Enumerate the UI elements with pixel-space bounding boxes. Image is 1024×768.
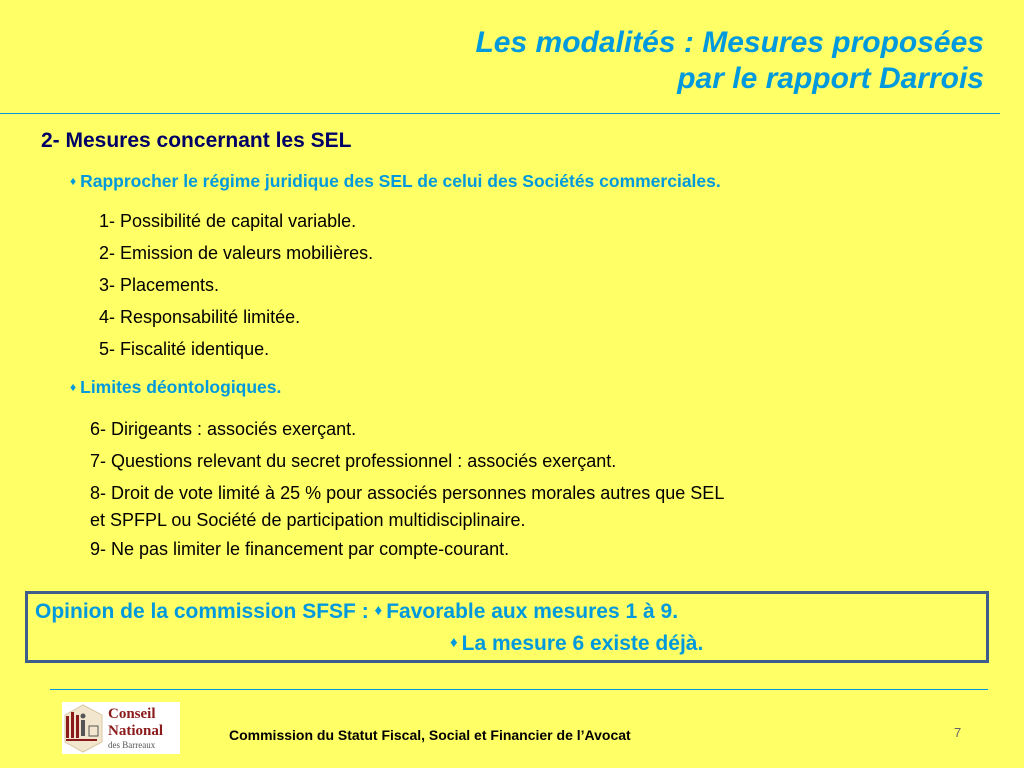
logo-mark-icon bbox=[62, 702, 180, 754]
group1-heading-text: Rapprocher le régime juridique des SEL de celui des Sociétés commerciales. bbox=[80, 171, 721, 191]
opinion-line-1 bbox=[35, 600, 678, 624]
opinion-line-2 bbox=[450, 632, 703, 656]
diamond-bullet-icon: ♦ bbox=[450, 634, 458, 651]
list-item: 8- Droit de vote limité à 25 % pour associés personnes morales autres que SEL bbox=[90, 483, 725, 503]
opinion-point-1: Favorable aux mesures 1 à 9. bbox=[386, 600, 679, 623]
list-item: 3- Placements. bbox=[99, 275, 220, 295]
page-number: 7 bbox=[954, 725, 962, 740]
section-heading: 2- Mesures concernant les SEL bbox=[41, 129, 352, 152]
list-item: 5- Fiscalité identique. bbox=[99, 339, 270, 359]
opinion-label: Opinion de la commission SFSF : bbox=[35, 600, 369, 623]
slide-title-line1: Les modalités : Mesures proposées bbox=[475, 26, 984, 59]
diamond-bullet-icon: ♦ bbox=[70, 174, 77, 188]
diamond-bullet-icon: ♦ bbox=[70, 380, 77, 394]
list-item-continuation: et SPFPL ou Société de participation multidisciplinaire. bbox=[90, 510, 526, 530]
list-item: 6- Dirigeants : associés exerçant. bbox=[90, 419, 357, 439]
list-item: 2- Emission de valeurs mobilières. bbox=[99, 243, 374, 263]
group2-heading bbox=[70, 377, 281, 398]
conseil-national-logo bbox=[62, 702, 180, 754]
list-item: 7- Questions relevant du secret professionnel : associés exerçant. bbox=[90, 451, 617, 471]
svg-text:National: National bbox=[108, 723, 164, 739]
list-item: 4- Responsabilité limitée. bbox=[99, 307, 301, 327]
slide-title-line2: par le rapport Darrois bbox=[677, 62, 984, 95]
top-divider bbox=[0, 113, 1000, 114]
group1-heading bbox=[70, 171, 721, 192]
group2-heading-text: Limites déontologiques. bbox=[80, 377, 282, 397]
slide-title bbox=[475, 25, 984, 97]
list-item: 1- Possibilité de capital variable. bbox=[99, 211, 357, 231]
svg-text:des Barreaux: des Barreaux bbox=[108, 740, 156, 750]
svg-text:Conseil: Conseil bbox=[108, 706, 156, 722]
diamond-bullet-icon: ♦ bbox=[374, 602, 383, 619]
list-item: 9- Ne pas limiter le financement par compte-courant. bbox=[90, 539, 510, 559]
footer-text: Commission du Statut Fiscal, Social et Financier de l’Avocat bbox=[229, 727, 631, 743]
opinion-point-2: La mesure 6 existe déjà. bbox=[461, 632, 704, 655]
bottom-divider bbox=[50, 689, 988, 690]
